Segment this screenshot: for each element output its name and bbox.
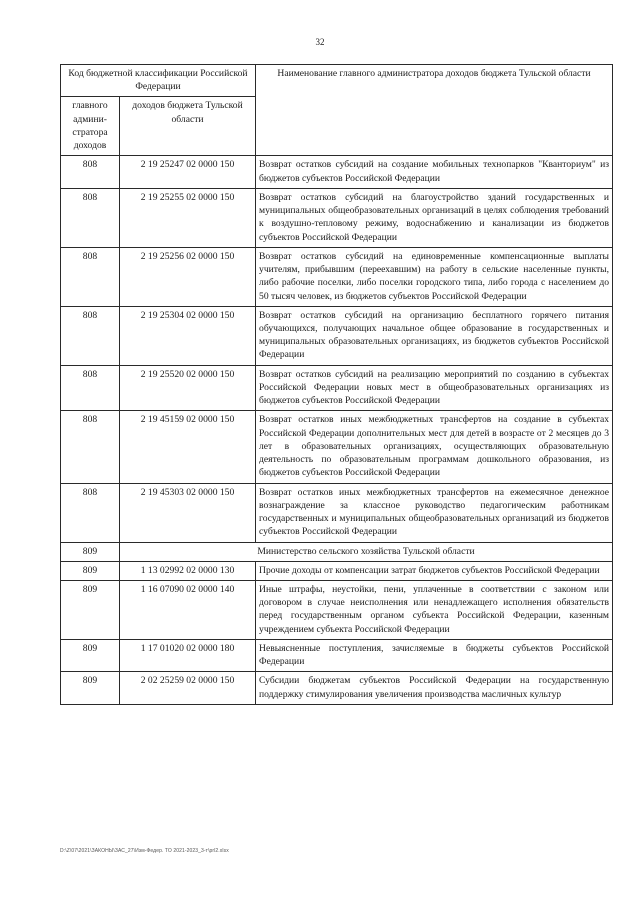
budget-admin-table	[60, 64, 613, 705]
file-path-footer: D:\Z\07\2021\ЗАКОНЫ\ЗАС_27\Изм-Федер. ТО 2021-2023_3-т\prl2.xlsx	[60, 848, 229, 854]
income-code-cell: 2 19 45303 02 0000 150	[120, 483, 256, 542]
income-name-cell: Прочие доходы от компенсации затрат бюджетов субъектов Российской Федерации	[256, 561, 613, 580]
subheader-admin: главного админи-стратора доходов	[61, 97, 120, 156]
table-row	[61, 156, 613, 188]
subheader-income: доходов бюджета Тульской области	[120, 97, 256, 156]
admin-code-cell: 808	[61, 483, 120, 542]
admin-code-cell: 808	[61, 365, 120, 411]
income-code-cell: 1 13 02992 02 0000 130	[120, 561, 256, 580]
header-row	[61, 65, 613, 97]
income-name-cell: Возврат остатков иных межбюджетных трансфертов на создание в субъектах Российской Федерации дополнительных мест для детей в возрасте от 2 месяцев до 3 лет в образовательных организациях, осуществляющих образовательную деятельность по образовательным программам дошкольного образования, из бюджетов субъектов Российской Федерации	[256, 411, 613, 483]
section-row	[61, 542, 613, 561]
table-row	[61, 247, 613, 306]
header-kbk: Код бюджетной классификации Российской Федерации	[61, 65, 256, 97]
income-name-cell: Возврат остатков субсидий на реализацию мероприятий по созданию в субъектах Российской Федерации новых мест в общеобразовательных организациях из бюджетов субъектов Российской Федерации	[256, 365, 613, 411]
table-row	[61, 561, 613, 580]
table-row	[61, 580, 613, 639]
income-name-cell: Невыясненные поступления, зачисляемые в бюджеты субъектов Российской Федерации	[256, 639, 613, 671]
admin-code-cell: 809	[61, 580, 120, 639]
table-row	[61, 639, 613, 671]
table-row	[61, 365, 613, 411]
admin-code-cell: 809	[61, 672, 120, 704]
income-name-cell: Возврат остатков субсидий на создание мобильных технопарков "Кванториум" из бюджетов субъектов Российской Федерации	[256, 156, 613, 188]
income-name-cell: Иные штрафы, неустойки, пени, уплаченные в соответствии с законом или договором в случае неисполнения или ненадлежащего исполнения обязательств перед государственным органом субъекта Российской Федерации, казенным учреждением субъекта Российской Федерации	[256, 580, 613, 639]
table-row	[61, 306, 613, 365]
admin-code-cell: 808	[61, 188, 120, 247]
page-number: 32	[315, 37, 325, 47]
income-code-cell: 2 19 25520 02 0000 150	[120, 365, 256, 411]
income-code-cell: 1 17 01020 02 0000 180	[120, 639, 256, 671]
income-name-cell: Возврат остатков иных межбюджетных трансфертов на ежемесячное денежное вознаграждение за классное руководство педагогическим работникам государственных и муниципальных общеобразовательных организаций из бюджетов субъектов Российской Федерации	[256, 483, 613, 542]
admin-code-cell: 808	[61, 306, 120, 365]
income-code-cell: 1 16 07090 02 0000 140	[120, 580, 256, 639]
table-row	[61, 483, 613, 542]
income-code-cell: 2 19 25247 02 0000 150	[120, 156, 256, 188]
admin-code-cell: 809	[61, 639, 120, 671]
section-title: Министерство сельского хозяйства Тульской области	[120, 542, 613, 561]
table-row	[61, 411, 613, 483]
table-row	[61, 672, 613, 704]
income-code-cell: 2 02 25259 02 0000 150	[120, 672, 256, 704]
income-name-cell: Субсидии бюджетам субъектов Российской Федерации на государственную поддержку стимулирования увеличения производства масличных культур	[256, 672, 613, 704]
header-admin-name: Наименование главного администратора доходов бюджета Тульской области	[256, 65, 613, 156]
income-code-cell: 2 19 25304 02 0000 150	[120, 306, 256, 365]
income-code-cell: 2 19 25256 02 0000 150	[120, 247, 256, 306]
table-row	[61, 188, 613, 247]
admin-code-cell: 808	[61, 247, 120, 306]
admin-code-cell: 808	[61, 156, 120, 188]
admin-code-cell: 809	[61, 561, 120, 580]
section-admin-cell: 809	[61, 542, 120, 561]
income-code-cell: 2 19 25255 02 0000 150	[120, 188, 256, 247]
income-name-cell: Возврат остатков субсидий на организацию бесплатного горячего питания обучающихся, получающих начальное общее образование в государственных и муниципальных образовательных организациях, из бюджетов субъектов Российской Федерации	[256, 306, 613, 365]
income-name-cell: Возврат остатков субсидий на благоустройство зданий государственных и муниципальных общеобразовательных организаций в целях соблюдения требований к воздушно-тепловому режиму, водоснабжению и канализации из бюджетов субъектов Российской Федерации	[256, 188, 613, 247]
income-name-cell: Возврат остатков субсидий на единовременные компенсационные выплаты учителям, прибывшим (переехавшим) на работу в сельские населенные пункты, либо рабочие поселки, либо поселки городского типа, либо города с населением до 50 тысяч человек, из бюджетов субъектов Российской Федерации	[256, 247, 613, 306]
admin-code-cell: 808	[61, 411, 120, 483]
income-code-cell: 2 19 45159 02 0000 150	[120, 411, 256, 483]
